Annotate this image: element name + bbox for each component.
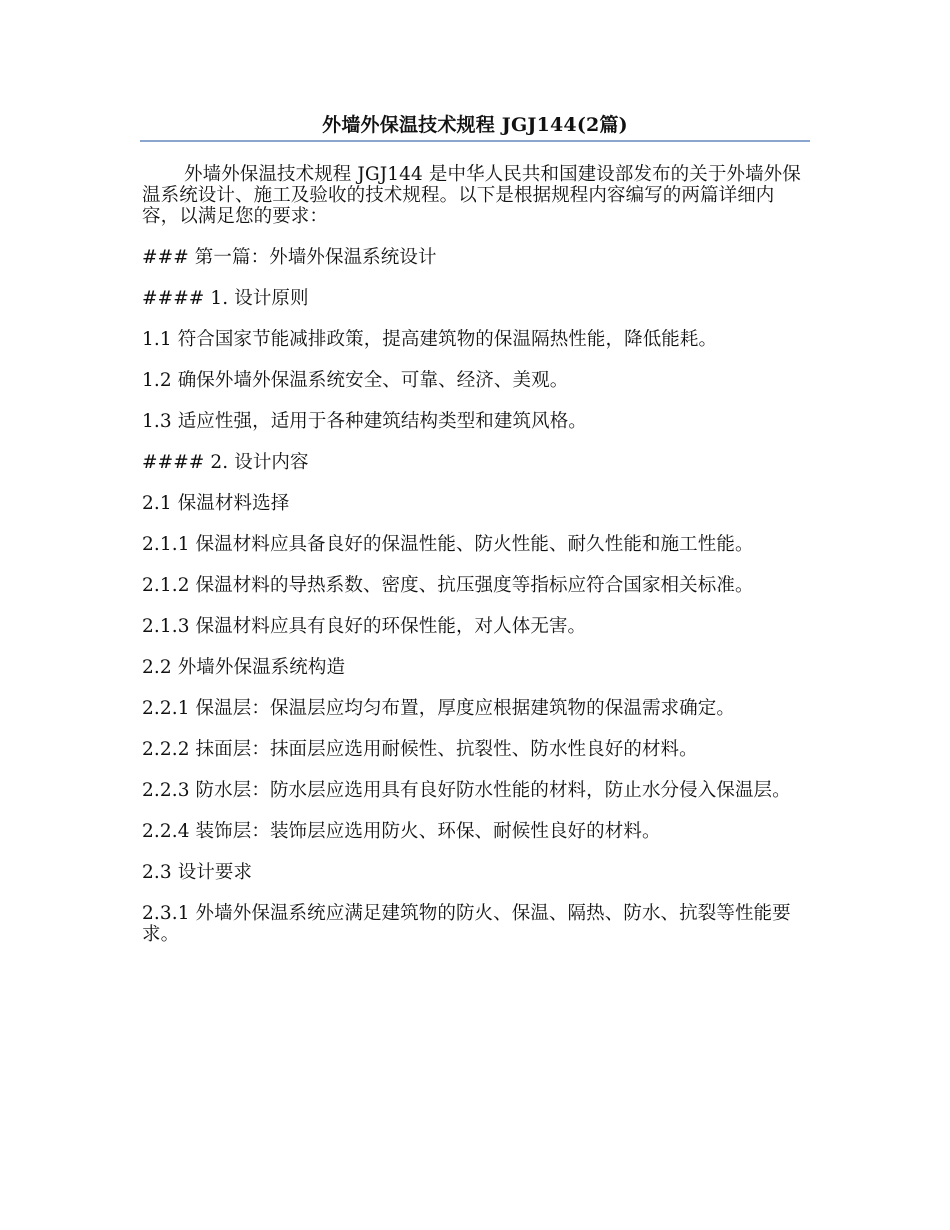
clause-paragraph: 2.2.3 防水层：防水层应选用具有良好防水性能的材料，防止水分侵入保温层。	[142, 780, 791, 801]
clause-paragraph: 1.2 确保外墙外保温系统安全、可靠、经济、美观。	[142, 370, 569, 391]
clause-paragraph: 2.1.1 保温材料应具备良好的保温性能、防火性能、耐久性能和施工性能。	[142, 534, 754, 555]
clause-paragraph: 2.2.1 保温层：保温层应均匀布置，厚度应根据建筑物的保温需求确定。	[142, 698, 735, 719]
clause-paragraph: 2.2.4 装饰层：装饰层应选用防火、环保、耐候性良好的材料。	[142, 821, 661, 842]
clause-paragraph: 2.2.2 抹面层：抹面层应选用耐候性、抗裂性、防水性良好的材料。	[142, 739, 698, 760]
clause-paragraph: 1.1 符合国家节能减排政策，提高建筑物的保温隔热性能，降低能耗。	[142, 329, 718, 350]
clause-paragraph: 2.3.1 外墙外保温系统应满足建筑物的防火、保温、隔热、防水、抗裂等性能要求。	[142, 903, 791, 945]
clause-paragraph: 2.1 保温材料选择	[142, 493, 290, 514]
clause-paragraph: 2.1.2 保温材料的导热系数、密度、抗压强度等指标应符合国家相关标准。	[142, 575, 754, 596]
clause-paragraph: 2.2 外墙外保温系统构造	[142, 657, 346, 678]
clause-paragraph: 2.3 设计要求	[142, 862, 253, 883]
document-title: 外墙外保温技术规程 JGJ144(2篇)	[322, 114, 628, 136]
clause-paragraph: 1.3 适应性强，适用于各种建筑结构类型和建筑风格。	[142, 411, 587, 432]
title-underline	[140, 140, 810, 142]
subsection-heading: #### 2. 设计内容	[142, 452, 309, 473]
clause-paragraph: 2.1.3 保温材料应具有良好的环保性能，对人体无害。	[142, 616, 587, 637]
section-heading: ### 第一篇：外墙外保温系统设计	[142, 247, 437, 268]
subsection-heading: #### 1. 设计原则	[142, 288, 309, 309]
intro-paragraph: 外墙外保温技术规程 JGJ144 是中华人民共和国建设部发布的关于外墙外保温系统设计、施工及验收的技术规程。以下是根据规程内容编写的两篇详细内容，以满足您的要求：	[142, 164, 801, 227]
document-body	[142, 164, 804, 965]
